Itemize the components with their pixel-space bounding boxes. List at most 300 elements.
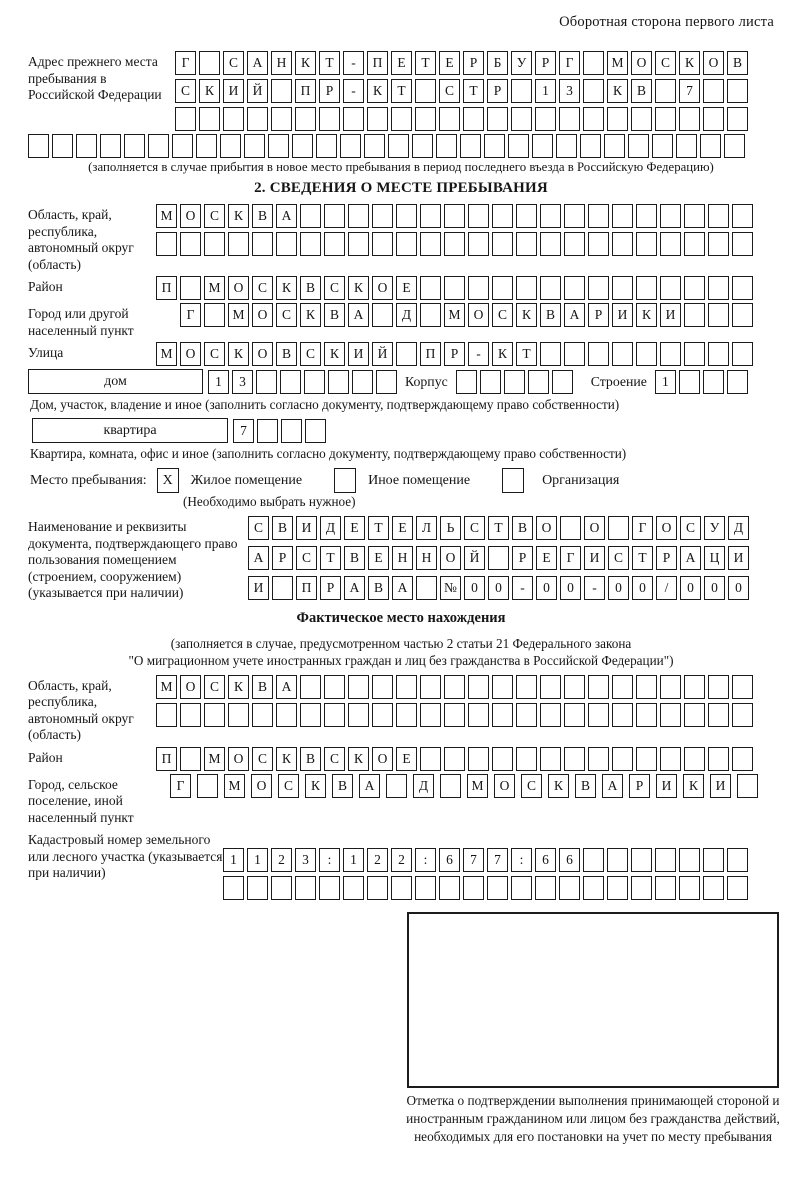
char-cell[interactable]	[148, 134, 169, 158]
char-cell[interactable]: А	[348, 303, 369, 327]
char-cell[interactable]: 6	[559, 848, 580, 872]
char-cell[interactable]	[386, 774, 407, 798]
char-cell[interactable]	[636, 204, 657, 228]
char-cell[interactable]: С	[655, 51, 676, 75]
char-cell[interactable]: Е	[392, 516, 413, 540]
char-cell[interactable]: П	[156, 276, 177, 300]
char-cell[interactable]: К	[324, 342, 345, 366]
char-cell[interactable]	[607, 107, 628, 131]
char-cell[interactable]: О	[228, 747, 249, 771]
char-cell[interactable]: И	[348, 342, 369, 366]
char-cell[interactable]: Р	[487, 79, 508, 103]
char-cell[interactable]: С	[492, 303, 513, 327]
char-cell[interactable]	[456, 370, 477, 394]
char-cell[interactable]	[560, 516, 581, 540]
char-cell[interactable]	[199, 51, 220, 75]
char-cell[interactable]	[732, 342, 753, 366]
char-cell[interactable]	[223, 107, 244, 131]
char-cell[interactable]	[271, 107, 292, 131]
char-cell[interactable]: Н	[271, 51, 292, 75]
char-cell[interactable]: О	[372, 747, 393, 771]
char-cell[interactable]	[504, 370, 525, 394]
char-cell[interactable]	[180, 276, 201, 300]
char-cell[interactable]	[468, 747, 489, 771]
char-cell[interactable]: Т	[488, 516, 509, 540]
char-cell[interactable]	[708, 204, 729, 228]
char-cell[interactable]	[460, 134, 481, 158]
char-cell[interactable]	[372, 703, 393, 727]
char-cell[interactable]	[564, 703, 585, 727]
char-cell[interactable]: А	[392, 576, 413, 600]
char-cell[interactable]	[732, 747, 753, 771]
char-cell[interactable]: Е	[368, 546, 389, 570]
char-cell[interactable]	[556, 134, 577, 158]
char-cell[interactable]: К	[276, 747, 297, 771]
char-cell[interactable]	[508, 134, 529, 158]
char-cell[interactable]	[652, 134, 673, 158]
char-cell[interactable]	[732, 232, 753, 256]
char-cell[interactable]: С	[223, 51, 244, 75]
char-cell[interactable]	[340, 134, 361, 158]
char-cell[interactable]	[737, 774, 758, 798]
char-cell[interactable]	[655, 876, 676, 900]
char-cell[interactable]	[727, 876, 748, 900]
char-cell[interactable]	[376, 370, 397, 394]
char-cell[interactable]: 1	[655, 370, 676, 394]
char-cell[interactable]	[444, 703, 465, 727]
char-cell[interactable]	[703, 107, 724, 131]
char-cell[interactable]: 1	[535, 79, 556, 103]
char-cell[interactable]: М	[467, 774, 488, 798]
char-cell[interactable]	[436, 134, 457, 158]
char-cell[interactable]: Й	[247, 79, 268, 103]
char-cell[interactable]	[516, 675, 537, 699]
char-cell[interactable]	[76, 134, 97, 158]
char-cell[interactable]	[100, 134, 121, 158]
char-cell[interactable]: 1	[223, 848, 244, 872]
char-cell[interactable]: В	[575, 774, 596, 798]
char-cell[interactable]: О	[703, 51, 724, 75]
char-cell[interactable]	[655, 848, 676, 872]
char-cell[interactable]	[484, 134, 505, 158]
char-cell[interactable]: С	[204, 342, 225, 366]
char-cell[interactable]	[708, 276, 729, 300]
char-cell[interactable]: Е	[391, 51, 412, 75]
char-cell[interactable]	[660, 276, 681, 300]
char-cell[interactable]	[684, 303, 705, 327]
char-cell[interactable]	[197, 774, 218, 798]
char-cell[interactable]: М	[204, 276, 225, 300]
char-cell[interactable]	[492, 747, 513, 771]
char-cell[interactable]	[420, 747, 441, 771]
char-cell[interactable]	[316, 134, 337, 158]
char-cell[interactable]: О	[584, 516, 605, 540]
char-cell[interactable]: К	[228, 342, 249, 366]
char-cell[interactable]	[295, 876, 316, 900]
char-cell[interactable]	[439, 107, 460, 131]
char-cell[interactable]	[220, 134, 241, 158]
char-cell[interactable]	[348, 675, 369, 699]
char-cell[interactable]	[204, 232, 225, 256]
char-cell[interactable]: С	[464, 516, 485, 540]
char-cell[interactable]	[708, 232, 729, 256]
char-cell[interactable]	[492, 703, 513, 727]
char-cell[interactable]	[257, 419, 278, 443]
char-cell[interactable]	[343, 107, 364, 131]
char-cell[interactable]	[28, 134, 49, 158]
char-cell[interactable]: К	[683, 774, 704, 798]
char-cell[interactable]	[468, 703, 489, 727]
char-cell[interactable]	[348, 232, 369, 256]
char-cell[interactable]: 0	[728, 576, 749, 600]
char-cell[interactable]: О	[494, 774, 515, 798]
char-cell[interactable]: Д	[728, 516, 749, 540]
char-cell[interactable]: 7	[463, 848, 484, 872]
char-cell[interactable]	[724, 134, 745, 158]
char-cell[interactable]	[727, 107, 748, 131]
char-cell[interactable]: С	[248, 516, 269, 540]
char-cell[interactable]: 3	[559, 79, 580, 103]
char-cell[interactable]	[564, 204, 585, 228]
stay-type-checkbox-other[interactable]	[334, 468, 356, 493]
char-cell[interactable]: 7	[487, 848, 508, 872]
apartment-type-box[interactable]: квартира	[32, 418, 228, 443]
char-cell[interactable]	[612, 276, 633, 300]
char-cell[interactable]	[328, 370, 349, 394]
char-cell[interactable]	[488, 546, 509, 570]
char-cell[interactable]: М	[607, 51, 628, 75]
char-cell[interactable]	[364, 134, 385, 158]
char-cell[interactable]: В	[276, 342, 297, 366]
char-cell[interactable]	[703, 370, 724, 394]
char-cell[interactable]: -	[343, 79, 364, 103]
char-cell[interactable]	[564, 276, 585, 300]
char-cell[interactable]	[732, 303, 753, 327]
char-cell[interactable]: Р	[319, 79, 340, 103]
char-cell[interactable]	[703, 876, 724, 900]
char-cell[interactable]	[628, 134, 649, 158]
char-cell[interactable]	[420, 303, 441, 327]
char-cell[interactable]	[607, 876, 628, 900]
char-cell[interactable]	[172, 134, 193, 158]
char-cell[interactable]	[703, 848, 724, 872]
char-cell[interactable]	[276, 703, 297, 727]
char-cell[interactable]: В	[252, 204, 273, 228]
char-cell[interactable]: М	[228, 303, 249, 327]
char-cell[interactable]: Р	[512, 546, 533, 570]
char-cell[interactable]	[727, 848, 748, 872]
char-cell[interactable]	[180, 747, 201, 771]
char-cell[interactable]	[516, 703, 537, 727]
char-cell[interactable]: Т	[391, 79, 412, 103]
char-cell[interactable]	[540, 747, 561, 771]
char-cell[interactable]: К	[348, 276, 369, 300]
char-cell[interactable]: :	[511, 848, 532, 872]
char-cell[interactable]	[559, 107, 580, 131]
char-cell[interactable]	[588, 204, 609, 228]
char-cell[interactable]	[540, 675, 561, 699]
char-cell[interactable]	[292, 134, 313, 158]
char-cell[interactable]: Й	[464, 546, 485, 570]
char-cell[interactable]: О	[180, 204, 201, 228]
char-cell[interactable]	[732, 703, 753, 727]
char-cell[interactable]: А	[564, 303, 585, 327]
char-cell[interactable]	[636, 276, 657, 300]
char-cell[interactable]	[588, 342, 609, 366]
char-cell[interactable]: К	[548, 774, 569, 798]
char-cell[interactable]	[684, 747, 705, 771]
char-cell[interactable]: П	[296, 576, 317, 600]
char-cell[interactable]: О	[252, 303, 273, 327]
char-cell[interactable]: Т	[368, 516, 389, 540]
char-cell[interactable]: И	[710, 774, 731, 798]
char-cell[interactable]	[156, 703, 177, 727]
char-cell[interactable]: Г	[560, 546, 581, 570]
char-cell[interactable]	[228, 703, 249, 727]
char-cell[interactable]: С	[521, 774, 542, 798]
char-cell[interactable]	[319, 876, 340, 900]
char-cell[interactable]	[516, 204, 537, 228]
char-cell[interactable]	[535, 107, 556, 131]
char-cell[interactable]: Т	[415, 51, 436, 75]
char-cell[interactable]: Т	[320, 546, 341, 570]
char-cell[interactable]	[636, 747, 657, 771]
char-cell[interactable]: И	[660, 303, 681, 327]
char-cell[interactable]	[324, 204, 345, 228]
char-cell[interactable]	[540, 232, 561, 256]
char-cell[interactable]	[528, 370, 549, 394]
char-cell[interactable]	[607, 848, 628, 872]
char-cell[interactable]	[420, 232, 441, 256]
char-cell[interactable]	[204, 303, 225, 327]
char-cell[interactable]: Г	[170, 774, 191, 798]
char-cell[interactable]: У	[704, 516, 725, 540]
char-cell[interactable]: 0	[536, 576, 557, 600]
char-cell[interactable]	[372, 675, 393, 699]
char-cell[interactable]: 2	[271, 848, 292, 872]
char-cell[interactable]	[492, 232, 513, 256]
char-cell[interactable]	[676, 134, 697, 158]
char-cell[interactable]	[727, 79, 748, 103]
char-cell[interactable]: Г	[180, 303, 201, 327]
char-cell[interactable]	[564, 232, 585, 256]
char-cell[interactable]: О	[228, 276, 249, 300]
char-cell[interactable]: К	[367, 79, 388, 103]
char-cell[interactable]	[583, 51, 604, 75]
char-cell[interactable]	[559, 876, 580, 900]
char-cell[interactable]: В	[344, 546, 365, 570]
char-cell[interactable]	[343, 876, 364, 900]
char-cell[interactable]: К	[607, 79, 628, 103]
char-cell[interactable]	[588, 703, 609, 727]
char-cell[interactable]: К	[348, 747, 369, 771]
char-cell[interactable]	[300, 675, 321, 699]
char-cell[interactable]	[324, 675, 345, 699]
char-cell[interactable]: А	[276, 675, 297, 699]
char-cell[interactable]	[468, 232, 489, 256]
char-cell[interactable]	[247, 107, 268, 131]
char-cell[interactable]: С	[204, 204, 225, 228]
char-cell[interactable]	[388, 134, 409, 158]
char-cell[interactable]	[463, 107, 484, 131]
char-cell[interactable]	[583, 876, 604, 900]
char-cell[interactable]	[420, 703, 441, 727]
char-cell[interactable]	[204, 703, 225, 727]
char-cell[interactable]: К	[295, 51, 316, 75]
char-cell[interactable]	[444, 747, 465, 771]
char-cell[interactable]: Т	[516, 342, 537, 366]
char-cell[interactable]: О	[631, 51, 652, 75]
char-cell[interactable]	[280, 370, 301, 394]
char-cell[interactable]	[511, 107, 532, 131]
char-cell[interactable]: 0	[560, 576, 581, 600]
char-cell[interactable]	[583, 107, 604, 131]
char-cell[interactable]	[199, 107, 220, 131]
char-cell[interactable]: О	[440, 546, 461, 570]
char-cell[interactable]	[244, 134, 265, 158]
char-cell[interactable]	[636, 232, 657, 256]
char-cell[interactable]: 1	[208, 370, 229, 394]
char-cell[interactable]: -	[468, 342, 489, 366]
char-cell[interactable]	[281, 419, 302, 443]
char-cell[interactable]	[583, 79, 604, 103]
char-cell[interactable]: Р	[656, 546, 677, 570]
char-cell[interactable]: К	[228, 675, 249, 699]
char-cell[interactable]: 6	[439, 848, 460, 872]
char-cell[interactable]: В	[272, 516, 293, 540]
char-cell[interactable]: 7	[679, 79, 700, 103]
char-cell[interactable]: С	[175, 79, 196, 103]
char-cell[interactable]	[440, 774, 461, 798]
char-cell[interactable]	[271, 876, 292, 900]
char-cell[interactable]: 0	[680, 576, 701, 600]
char-cell[interactable]: Т	[632, 546, 653, 570]
char-cell[interactable]: 0	[704, 576, 725, 600]
char-cell[interactable]	[679, 848, 700, 872]
char-cell[interactable]	[487, 107, 508, 131]
char-cell[interactable]	[516, 276, 537, 300]
char-cell[interactable]: О	[252, 342, 273, 366]
char-cell[interactable]	[324, 232, 345, 256]
char-cell[interactable]: Р	[463, 51, 484, 75]
char-cell[interactable]: 2	[367, 848, 388, 872]
char-cell[interactable]: С	[276, 303, 297, 327]
char-cell[interactable]	[684, 232, 705, 256]
char-cell[interactable]	[700, 134, 721, 158]
stay-type-checkbox-organization[interactable]	[502, 468, 524, 493]
char-cell[interactable]	[468, 276, 489, 300]
char-cell[interactable]: С	[608, 546, 629, 570]
char-cell[interactable]	[540, 342, 561, 366]
char-cell[interactable]	[588, 276, 609, 300]
char-cell[interactable]	[256, 370, 277, 394]
char-cell[interactable]	[552, 370, 573, 394]
char-cell[interactable]	[247, 876, 268, 900]
char-cell[interactable]	[439, 876, 460, 900]
char-cell[interactable]: Д	[320, 516, 341, 540]
char-cell[interactable]: К	[679, 51, 700, 75]
char-cell[interactable]: Р	[535, 51, 556, 75]
char-cell[interactable]: И	[584, 546, 605, 570]
char-cell[interactable]: С	[204, 675, 225, 699]
char-cell[interactable]	[708, 703, 729, 727]
char-cell[interactable]	[416, 576, 437, 600]
char-cell[interactable]: Н	[416, 546, 437, 570]
char-cell[interactable]: Д	[396, 303, 417, 327]
char-cell[interactable]: О	[251, 774, 272, 798]
char-cell[interactable]	[636, 342, 657, 366]
char-cell[interactable]	[272, 576, 293, 600]
char-cell[interactable]	[305, 419, 326, 443]
char-cell[interactable]	[396, 232, 417, 256]
char-cell[interactable]	[420, 276, 441, 300]
char-cell[interactable]	[324, 703, 345, 727]
house-type-box[interactable]: дом	[28, 369, 203, 394]
char-cell[interactable]	[420, 204, 441, 228]
char-cell[interactable]: В	[512, 516, 533, 540]
char-cell[interactable]: А	[248, 546, 269, 570]
char-cell[interactable]	[660, 675, 681, 699]
char-cell[interactable]	[175, 107, 196, 131]
char-cell[interactable]	[420, 675, 441, 699]
char-cell[interactable]: С	[439, 79, 460, 103]
char-cell[interactable]	[684, 703, 705, 727]
char-cell[interactable]	[295, 107, 316, 131]
char-cell[interactable]: С	[300, 342, 321, 366]
char-cell[interactable]	[708, 303, 729, 327]
char-cell[interactable]: М	[444, 303, 465, 327]
char-cell[interactable]	[352, 370, 373, 394]
char-cell[interactable]: П	[367, 51, 388, 75]
char-cell[interactable]	[727, 370, 748, 394]
char-cell[interactable]: А	[359, 774, 380, 798]
char-cell[interactable]: Г	[632, 516, 653, 540]
char-cell[interactable]	[660, 747, 681, 771]
char-cell[interactable]	[372, 303, 393, 327]
char-cell[interactable]: 0	[632, 576, 653, 600]
char-cell[interactable]	[660, 232, 681, 256]
char-cell[interactable]: О	[180, 342, 201, 366]
char-cell[interactable]	[703, 79, 724, 103]
char-cell[interactable]: Г	[559, 51, 580, 75]
char-cell[interactable]: К	[492, 342, 513, 366]
char-cell[interactable]: Е	[396, 276, 417, 300]
char-cell[interactable]: Г	[175, 51, 196, 75]
char-cell[interactable]	[612, 675, 633, 699]
char-cell[interactable]	[708, 342, 729, 366]
char-cell[interactable]	[684, 675, 705, 699]
char-cell[interactable]	[608, 516, 629, 540]
char-cell[interactable]	[271, 79, 292, 103]
char-cell[interactable]	[679, 370, 700, 394]
char-cell[interactable]: О	[656, 516, 677, 540]
char-cell[interactable]	[679, 876, 700, 900]
char-cell[interactable]	[180, 703, 201, 727]
char-cell[interactable]	[588, 747, 609, 771]
char-cell[interactable]: П	[420, 342, 441, 366]
char-cell[interactable]	[492, 276, 513, 300]
char-cell[interactable]: С	[324, 276, 345, 300]
char-cell[interactable]	[540, 703, 561, 727]
char-cell[interactable]: В	[727, 51, 748, 75]
char-cell[interactable]	[564, 342, 585, 366]
char-cell[interactable]: :	[415, 848, 436, 872]
char-cell[interactable]: Д	[413, 774, 434, 798]
char-cell[interactable]	[631, 848, 652, 872]
char-cell[interactable]	[252, 703, 273, 727]
char-cell[interactable]	[180, 232, 201, 256]
char-cell[interactable]	[516, 747, 537, 771]
